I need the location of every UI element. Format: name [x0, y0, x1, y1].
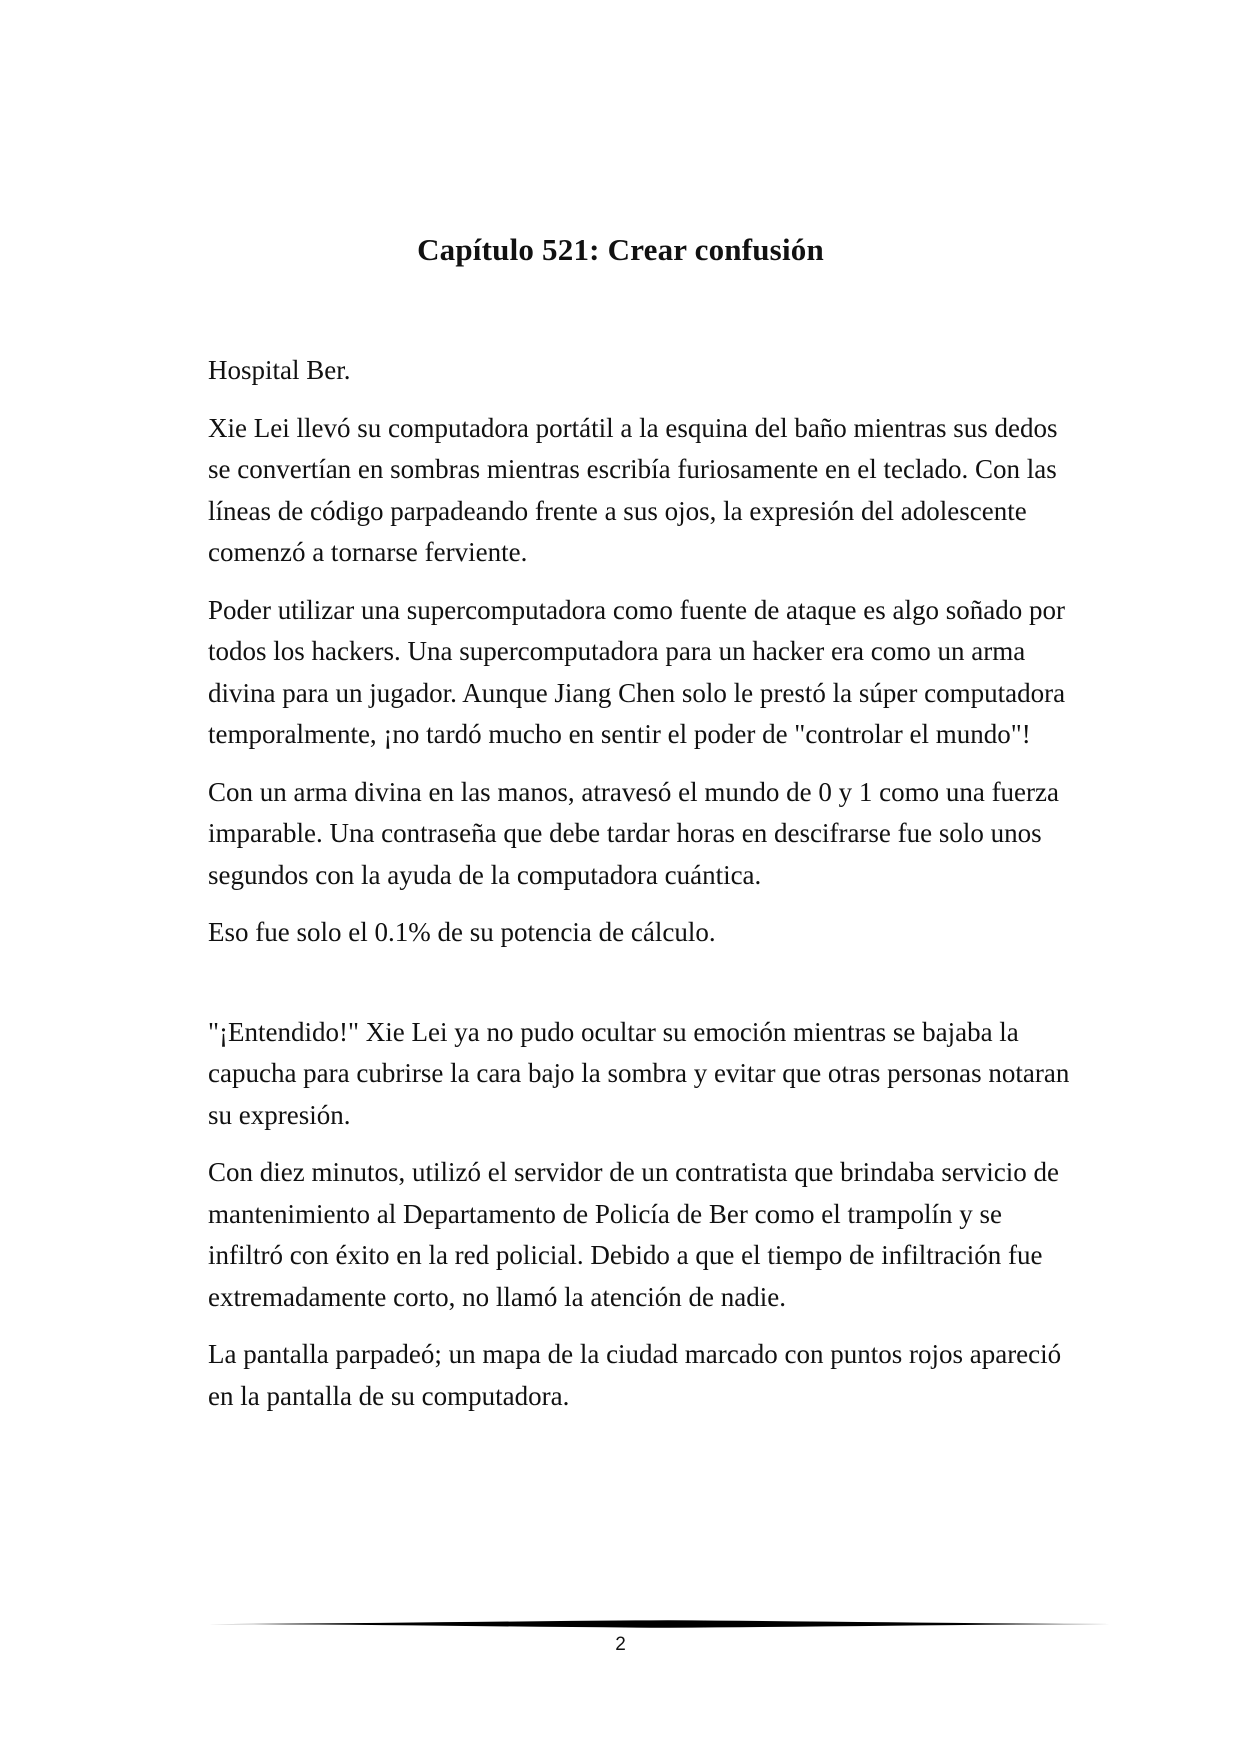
paragraph: Eso fue solo el 0.1% de su potencia de cálculo.	[208, 917, 716, 947]
paragraph: La pantalla parpadeó; un mapa de la ciudad marcado con puntos rojos apareció en la pantalla de su computadora.	[208, 1339, 1062, 1411]
paragraph: "¡Entendido!" Xie Lei ya no pudo ocultar su emoción mientras se bajaba la capucha para cubrirse la cara bajo la sombra y evitar que otras personas notaran su expresión.	[208, 1016, 1070, 1130]
paragraph: Xie Lei llevó su computadora portátil a la esquina del baño mientras sus dedos se convertían en sombras mientras escribía furiosamente en el teclado. Con las líneas de código parpadeando frente a sus ojos, la expresión del adolescente comenzó a tornarse ferviente.	[208, 412, 1058, 567]
paragraph: Con un arma divina en las manos, atravesó el mundo de 0 y 1 como una fuerza imparable. Una contraseña que debe tardar horas en descifrarse fue solo unos segundos con la ayuda de la computadora cuántica.	[208, 776, 1060, 890]
footer-divider	[208, 1619, 1111, 1629]
paragraph: Hospital Ber.	[208, 355, 351, 385]
page-number: 2	[615, 1634, 626, 1655]
paragraph: Con diez minutos, utilizó el servidor de un contratista que brindaba servicio de mantenimiento al Departamento de Policía de Ber como el trampolín y se infiltró con éxito en la red policial. Debido a que el tiempo de infiltración fue extremadamente corto, no llamó la atención de nadie.	[208, 1157, 1060, 1312]
chapter-title: Capítulo 521: Crear confusión	[417, 232, 824, 267]
chapter-body	[208, 350, 1078, 1433]
paragraph: Poder utilizar una supercomputadora como fuente de ataque es algo soñado por todos los hackers. Una supercomputadora para un hacker era como un arma divina para un jugador. Aunque Jiang Chen solo le prestó la súper computadora temporalmente, ¡no tardó mucho en sentir el poder de "controlar el mundo"!	[208, 594, 1066, 749]
